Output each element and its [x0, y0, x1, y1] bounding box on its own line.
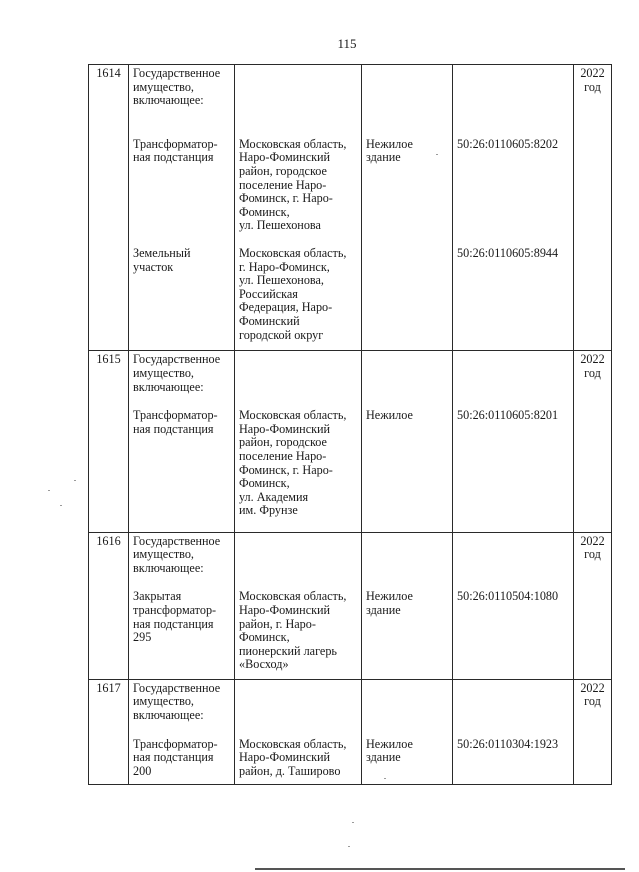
object-address: район, городское	[239, 435, 327, 450]
object-name-cell	[129, 65, 235, 351]
object-group-header: включающее:	[133, 93, 204, 108]
object-address: Наро-Фоминский	[239, 150, 331, 165]
object-group-header: имущество,	[133, 547, 194, 562]
row-number-cell	[89, 351, 129, 532]
year-cell	[574, 65, 612, 351]
address-cell	[235, 679, 362, 784]
registry-body	[89, 65, 612, 785]
year-label: 2022	[580, 66, 605, 80]
cadastral-number: 50:26:0110605:8202	[457, 136, 559, 151]
object-address: поселение Наро-	[239, 177, 327, 192]
object-group-header: Государственное	[133, 533, 221, 548]
object-group-header: включающее:	[133, 379, 204, 394]
table-row	[89, 532, 612, 679]
row-number: 1616	[96, 533, 121, 548]
object-type: Нежилое	[366, 589, 413, 604]
cadastral-cell	[453, 65, 574, 351]
object-group-header: Государственное	[133, 352, 221, 367]
scan-speck	[352, 822, 354, 823]
object-name-cell	[129, 351, 235, 532]
cadastral-cell	[453, 532, 574, 679]
object-address: Московская область,	[239, 408, 347, 423]
object-name: ная подстанция	[133, 421, 214, 436]
object-address: городской округ	[239, 327, 324, 342]
object-address: г. Наро-Фоминск,	[239, 259, 330, 274]
object-address: Московская область,	[239, 589, 347, 604]
object-group-header: имущество,	[133, 79, 194, 94]
object-address: поселение Наро-	[239, 448, 327, 463]
object-address: пионерский лагерь	[239, 643, 337, 658]
object-address: ул. Академия	[239, 489, 309, 504]
scan-speck	[74, 480, 76, 481]
row-number-cell	[89, 532, 129, 679]
year-cell	[574, 679, 612, 784]
object-address: Фоминск,	[239, 476, 290, 491]
cadastral-number: 50:26:0110605:8201	[457, 408, 559, 423]
year-label: год	[584, 365, 601, 380]
object-type: здание	[366, 150, 401, 165]
row-number-cell	[89, 679, 129, 784]
table-row	[89, 65, 612, 351]
object-address: Наро-Фоминский	[239, 750, 331, 765]
object-type: Нежилое	[366, 136, 413, 151]
object-address: Наро-Фоминский	[239, 421, 331, 436]
object-type-cell	[362, 65, 453, 351]
object-type: здание	[366, 750, 401, 765]
address-cell	[235, 532, 362, 679]
address-cell	[235, 351, 362, 532]
cadastral-cell	[453, 351, 574, 532]
object-name-cell	[129, 679, 235, 784]
cadastral-number: 50:26:0110605:8944	[457, 245, 559, 260]
object-group-header: имущество,	[133, 694, 194, 709]
object-name: трансформатор-	[133, 603, 217, 618]
object-address: Московская область,	[239, 736, 347, 751]
object-group-header: Государственное	[133, 680, 221, 695]
object-name: Земельный	[133, 245, 191, 260]
row-number: 1614	[96, 66, 121, 80]
year-cell	[574, 532, 612, 679]
object-name: Трансформатор-	[133, 408, 218, 423]
object-name-cell	[129, 532, 235, 679]
cadastral-cell	[453, 679, 574, 784]
row-number-cell	[89, 65, 129, 351]
object-address: район, городское	[239, 163, 327, 178]
year-cell	[574, 351, 612, 532]
object-name: Трансформатор-	[133, 736, 218, 751]
year-label: год	[584, 547, 601, 562]
scan-speck	[60, 505, 62, 506]
object-address: Фоминск,	[239, 630, 290, 645]
object-address: Фоминск, г. Наро-	[239, 191, 333, 206]
object-name: ная подстанция	[133, 150, 214, 165]
object-name: участок	[133, 259, 174, 274]
page-number: 115	[337, 36, 357, 51]
year-label: год	[584, 79, 601, 94]
object-address: район, д. Таширово	[239, 763, 341, 778]
object-type-cell	[362, 532, 453, 679]
object-name: 295	[133, 630, 152, 645]
object-name: ная подстанция	[133, 616, 214, 631]
object-address: Российская	[239, 286, 298, 301]
year-label: год	[584, 694, 601, 709]
object-group-header: включающее:	[133, 560, 204, 575]
bottom-rule	[255, 868, 625, 870]
object-address: ул. Пешехонова	[239, 218, 321, 233]
object-address: Фоминск, г. Наро-	[239, 462, 333, 477]
object-address: Фоминский	[239, 313, 300, 328]
scan-speck	[348, 846, 350, 847]
object-address: Федерация, Наро-	[239, 300, 333, 315]
row-number: 1617	[96, 680, 121, 695]
object-address: ул. Пешехонова,	[239, 273, 324, 288]
object-group-header: Государственное	[133, 66, 221, 80]
row-number: 1615	[96, 352, 121, 367]
object-name: Закрытая	[133, 589, 182, 604]
object-address: Наро-Фоминский	[239, 603, 331, 618]
object-type: Нежилое	[366, 736, 413, 751]
object-type-cell	[362, 351, 453, 532]
table-row	[89, 679, 612, 784]
table-row	[89, 351, 612, 532]
property-registry-table	[88, 64, 612, 785]
scan-speck	[48, 490, 50, 491]
object-address: Фоминск,	[239, 204, 290, 219]
year-label: 2022	[580, 533, 605, 548]
object-name: Трансформатор-	[133, 136, 218, 151]
address-cell	[235, 65, 362, 351]
object-name: 200	[133, 763, 152, 778]
object-address: Московская область,	[239, 245, 347, 260]
object-type: Нежилое	[366, 408, 413, 423]
object-address: Московская область,	[239, 136, 347, 151]
scan-speck	[384, 778, 386, 779]
object-group-header: включающее:	[133, 708, 204, 723]
object-address: «Восход»	[239, 657, 289, 672]
year-label: 2022	[580, 680, 605, 695]
cadastral-number: 50:26:0110504:1080	[457, 589, 559, 604]
object-address: им. Фрунзе	[239, 503, 298, 518]
object-address: район, г. Наро-	[239, 616, 316, 631]
object-name: ная подстанция	[133, 750, 214, 765]
object-type-cell	[362, 679, 453, 784]
object-group-header: имущество,	[133, 365, 194, 380]
object-type: здание	[366, 603, 401, 618]
year-label: 2022	[580, 352, 605, 367]
cadastral-number: 50:26:0110304:1923	[457, 736, 559, 751]
scan-speck	[436, 154, 438, 155]
